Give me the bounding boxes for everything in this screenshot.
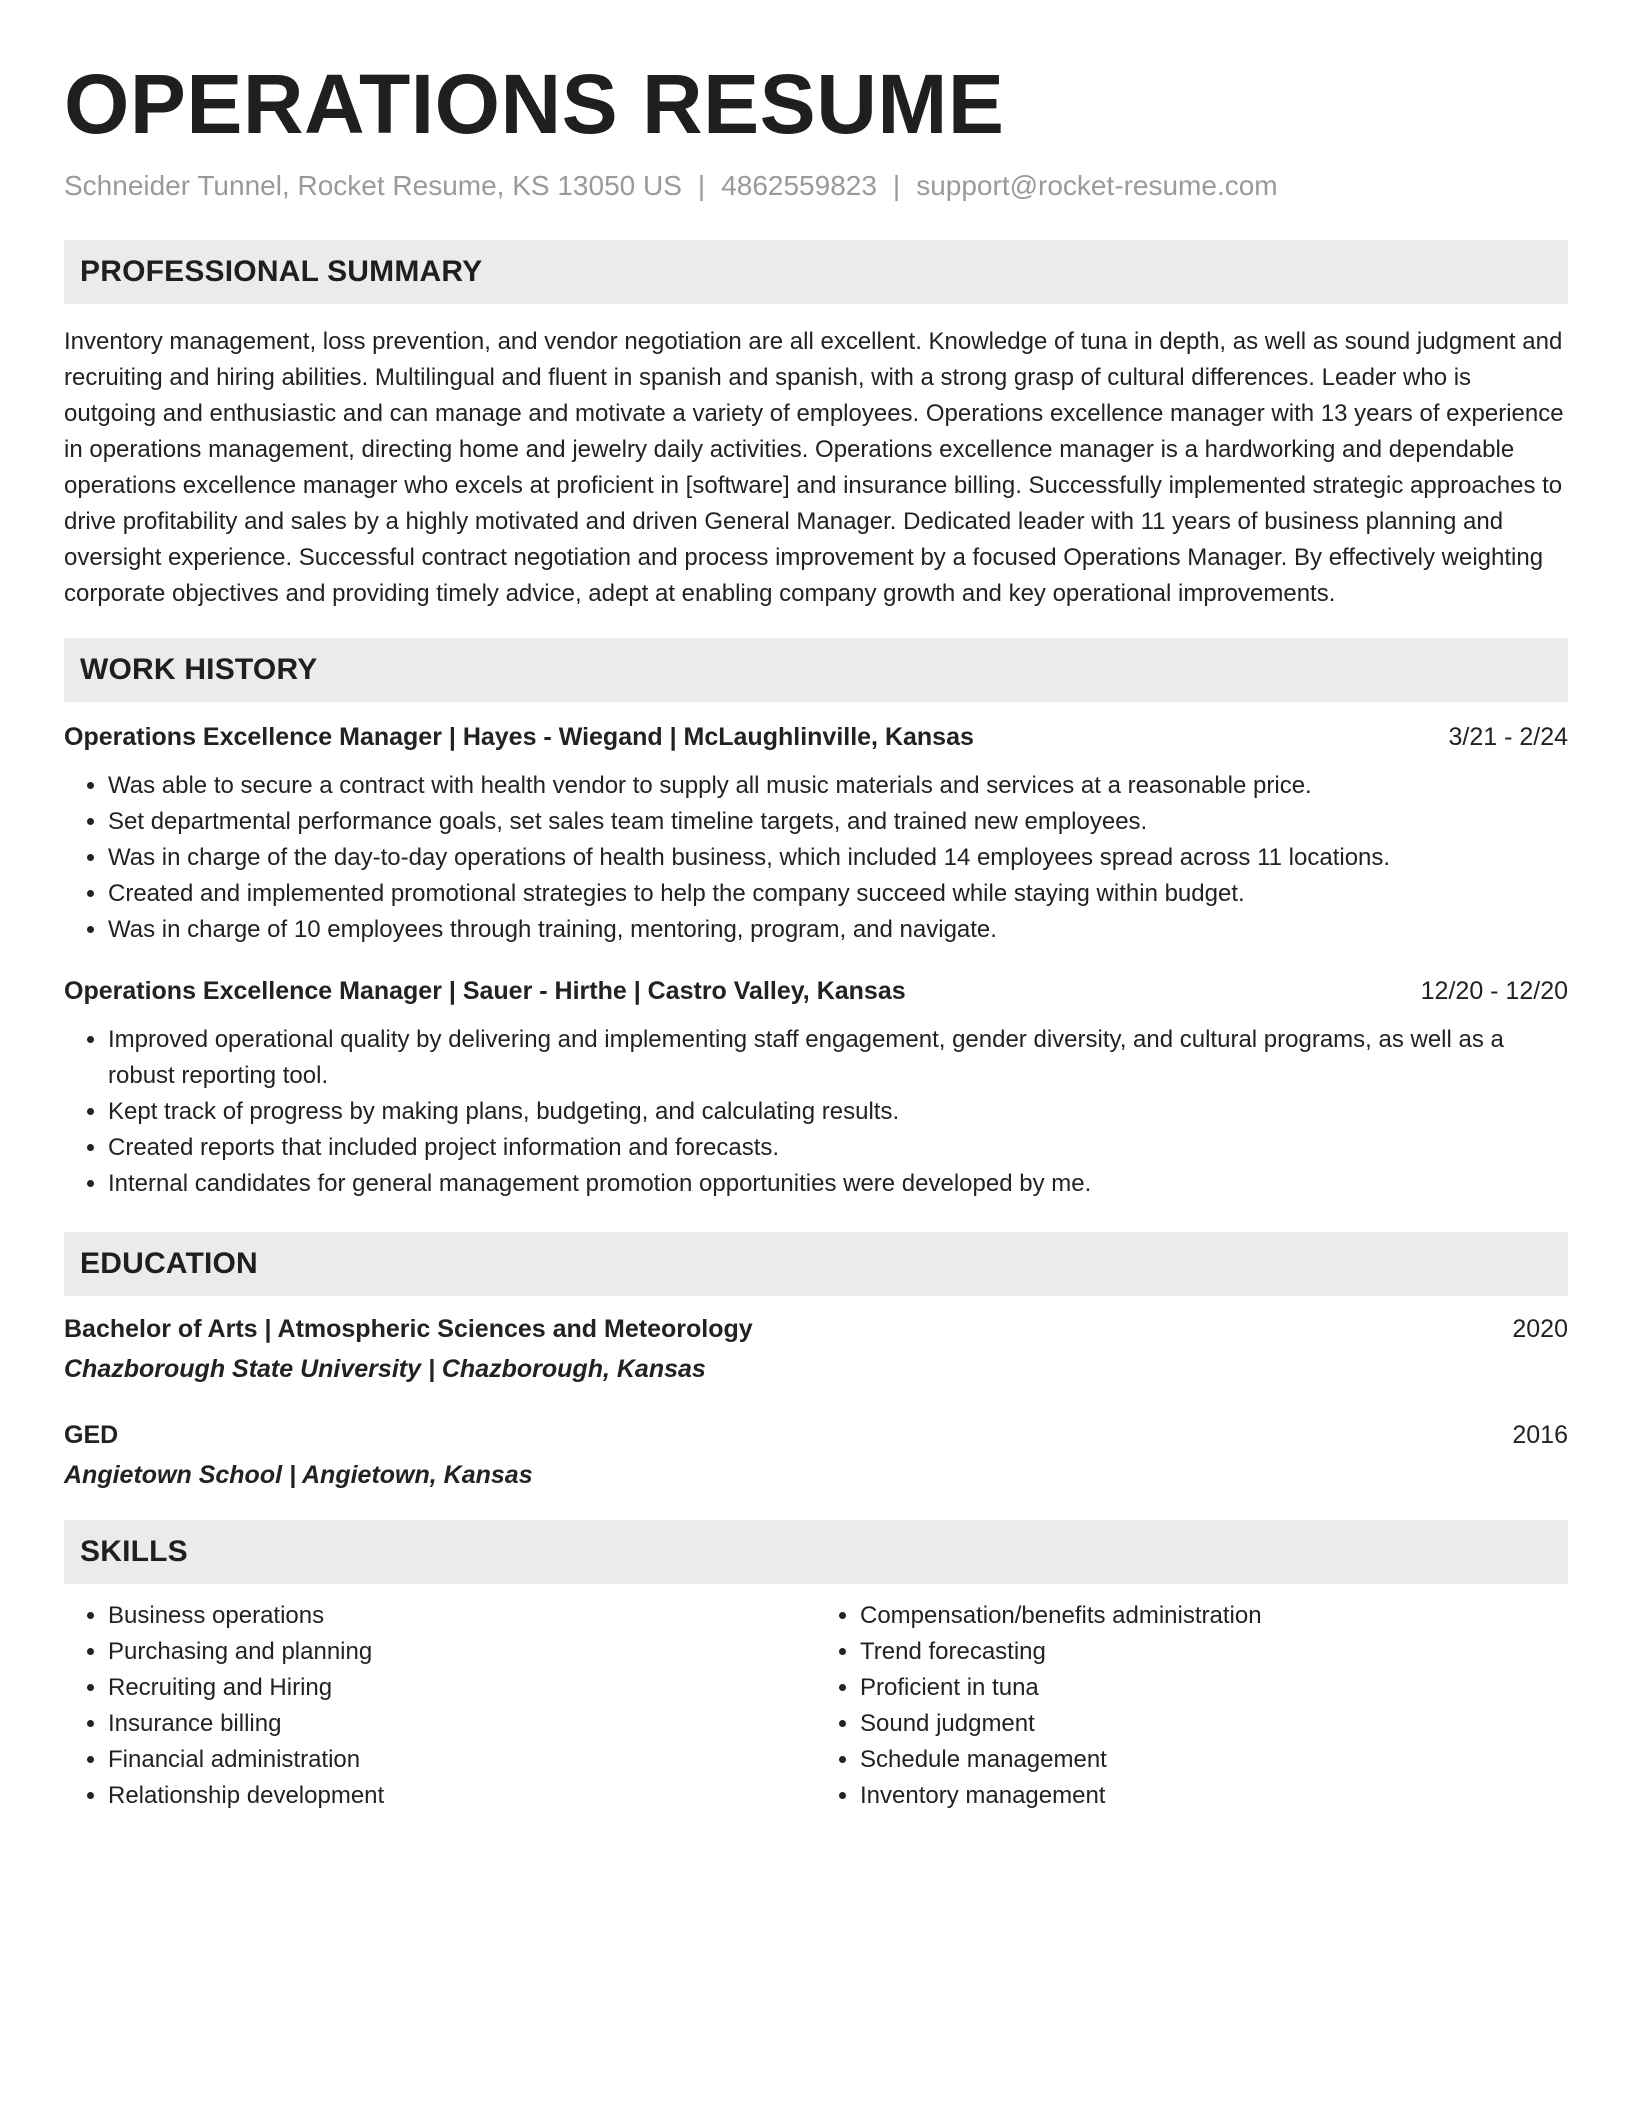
education-entry [64,1312,1568,1386]
skills-list-right [816,1598,1568,1814]
education-heading: EDUCATION [64,1232,1568,1296]
education-header [64,1312,1568,1346]
skills-heading: SKILLS [64,1520,1568,1584]
education-degree: GED [64,1421,119,1449]
contact-email: support@rocket-resume.com [916,170,1278,201]
job-bullet: • Set departmental performance goals, set sales team timeline targets, and trained new employees. [108,804,1568,840]
job-entry [64,720,1568,948]
job-header [64,720,1568,754]
skill-item: • Purchasing and planning [108,1634,816,1670]
job-header [64,974,1568,1008]
skill-item: • Insurance billing [108,1706,816,1742]
skill-item: • Business operations [108,1598,816,1634]
job-bullet: • Created and implemented promotional strategies to help the company succeed while staying within budget. [108,876,1568,912]
skill-item: • Recruiting and Hiring [108,1670,816,1706]
work-history-heading: WORK HISTORY [64,638,1568,702]
education-year: 2020 [1512,1315,1568,1343]
contact-line [64,168,1568,204]
job-dates: 3/21 - 2/24 [1448,723,1568,751]
job-bullet: • Improved operational quality by delivering and implementing staff engagement, gender diversity, and cultural programs, as well as a robust reporting tool. [108,1022,1568,1094]
job-bullets [64,1022,1568,1202]
skill-item: • Schedule management [860,1742,1568,1778]
education-school: Angietown School | Angietown, Kansas [64,1461,533,1489]
education-header [64,1418,1568,1452]
education-entry [64,1418,1568,1492]
education-degree: Bachelor of Arts | Atmospheric Sciences and Meteorology [64,1315,753,1343]
summary-heading: PROFESSIONAL SUMMARY [64,240,1568,304]
job-bullet: • Created reports that included project information and forecasts. [108,1130,1568,1166]
skill-item: • Compensation/benefits administration [860,1598,1568,1634]
job-title: Operations Excellence Manager | Hayes - Wiegand | McLaughlinville, Kansas [64,723,974,751]
summary-text: Inventory management, loss prevention, and vendor negotiation are all excellent. Knowledge of tuna in depth, as well as sound judgment and recruiting and hiring abilities. Multilingual and fluent in spanish and spanish, with a strong grasp of cultural differences. Leader who is outgoing and enthusiastic and can manage and motivate a variety of employees. Operations excellence manager with 13 years of experience in operations management, directing home and jewelry daily activities. Operations excellence manager is a hardworking and dependable operations excellence manager who excels at proficient in [software] and insurance billing. Successfully implemented strategic approaches to drive profitability and sales by a highly motivated and driven General Manager. Dedicated leader with 11 years of business planning and oversight experience. Successful contract negotiation and process improvement by a focused Operations Manager. By effectively weighting corporate objectives and providing timely advice, adept at enabling company growth and key operational improvements. [64,328,1564,607]
job-bullet: • Kept track of progress by making plans, budgeting, and calculating results. [108,1094,1568,1130]
skill-item: • Relationship development [108,1778,816,1814]
job-bullet: • Internal candidates for general management promotion opportunities were developed by me. [108,1166,1568,1202]
skill-item: • Proficient in tuna [860,1670,1568,1706]
contact-separator: | [892,170,901,201]
skills-columns [64,1598,1568,1814]
job-bullet: • Was in charge of 10 employees through training, mentoring, program, and navigate. [108,912,1568,948]
job-bullet: • Was able to secure a contract with health vendor to supply all music materials and services at a reasonable price. [108,768,1568,804]
skill-item: • Trend forecasting [860,1634,1568,1670]
contact-phone: 4862559823 [721,170,877,201]
resume-title: OPERATIONS RESUME [64,57,1005,151]
job-title: Operations Excellence Manager | Sauer - Hirthe | Castro Valley, Kansas [64,977,906,1005]
job-bullets [64,768,1568,948]
education-school: Chazborough State University | Chazborough, Kansas [64,1355,706,1383]
skill-item: • Inventory management [860,1778,1568,1814]
contact-address: Schneider Tunnel, Rocket Resume, KS 13050 US [64,170,682,201]
job-entry [64,974,1568,1202]
skills-list-left [64,1598,816,1814]
education-year: 2016 [1512,1421,1568,1449]
contact-separator: | [697,170,706,201]
skill-item: • Financial administration [108,1742,816,1778]
job-dates: 12/20 - 12/20 [1420,977,1568,1005]
job-bullet: • Was in charge of the day-to-day operations of health business, which included 14 employees spread across 11 locations. [108,840,1568,876]
skill-item: • Sound judgment [860,1706,1568,1742]
